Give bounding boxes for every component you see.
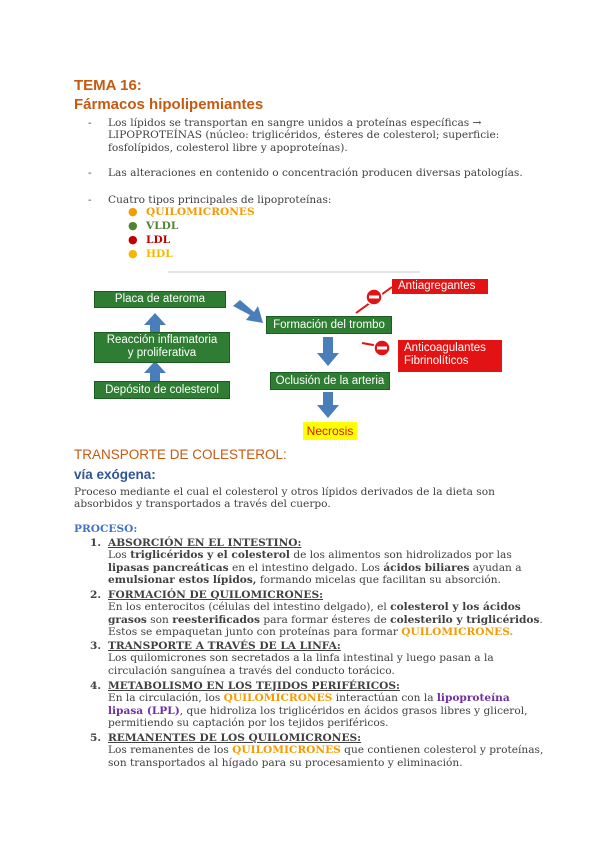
transport-description xyxy=(74,486,495,511)
box-oclusion-arteria: Oclusión de la arteria xyxy=(270,372,390,390)
inhibit-line xyxy=(362,343,390,348)
box-necrosis: Necrosis xyxy=(303,422,357,440)
process-heading: PROCESO: xyxy=(74,523,138,535)
step-3 xyxy=(90,640,548,677)
step-line: Los triglicéridos y el colesterol de los alimentos son hidrolizados por las xyxy=(108,549,512,562)
step-number: 5. xyxy=(90,732,102,744)
step-number: 3. xyxy=(90,640,102,652)
bullet-dot: ● xyxy=(128,205,138,218)
lipoprotein-label: LDL xyxy=(146,234,171,246)
box-text: Reacción inflamatoria xyxy=(106,334,218,346)
step-1 xyxy=(90,537,548,587)
box-placa-ateroma: Placa de ateroma xyxy=(94,291,226,308)
step-line: En la circulación, los QUILOMICRONES interactúan con la lipoproteína xyxy=(108,692,510,705)
subsection-heading: vía exógena: xyxy=(74,467,156,482)
lipoprotein-list xyxy=(128,205,255,262)
step-number: 1. xyxy=(90,537,102,549)
section-heading: TRANSPORTE DE COLESTEROL: xyxy=(74,447,287,462)
box-antiagregantes: Antiagregantes xyxy=(392,279,488,294)
bullet-text: Las alteraciones en contenido o concentración producen diversas patologías. xyxy=(108,167,523,179)
bullet-alterations xyxy=(88,167,523,179)
list-item xyxy=(128,233,255,248)
bullet-dash: - xyxy=(88,117,92,129)
step-heading: REMANENTES DE LOS QUILOMICRONES: xyxy=(108,732,362,744)
step-heading: METABOLISMO EN LOS TEJIDOS PERIFÉRICOS: xyxy=(108,680,400,692)
bullet-dash: - xyxy=(88,167,92,179)
arrow-up-icon xyxy=(144,361,166,381)
box-text: Fibrinolíticos xyxy=(404,355,469,367)
box-formacion-trombo: Formación del trombo xyxy=(266,316,392,334)
box-deposito-colesterol: Depósito de colesterol xyxy=(94,381,230,399)
bullet-dot: ● xyxy=(128,247,138,260)
box-text: Anticoagulantes xyxy=(404,342,486,354)
minus-icon xyxy=(366,289,382,305)
step-line: grasos son reesterificados para formar ésteres de colesterilo y triglicéridos. xyxy=(108,613,543,626)
step-4 xyxy=(90,680,548,730)
paragraph-line: absorbidos y transportados a través del cuerpo. xyxy=(74,498,331,511)
arrow-down-icon xyxy=(317,392,339,418)
list-item xyxy=(128,205,255,220)
step-line: lipasas pancreáticas en el intestino delgado. Los ácidos biliares ayudan a xyxy=(108,561,522,574)
bullet-text: fosfolípidos, colesterol libre y apoproteínas). xyxy=(108,141,348,154)
step-line: permitiendo su captación por los tejidos periféricos. xyxy=(108,717,389,730)
bullet-lipids xyxy=(88,117,500,154)
inhibit-line xyxy=(356,287,392,313)
bullet-types xyxy=(88,194,332,206)
minus-icon xyxy=(374,340,390,356)
arrow-down-icon xyxy=(317,337,339,366)
box-text: y proliferativa xyxy=(127,347,197,359)
bullet-dot: ● xyxy=(128,219,138,232)
page-title: Fármacos hipolipemiantes xyxy=(74,96,264,113)
bullet-text: Cuatro tipos principales de lipoproteínas: xyxy=(108,194,332,206)
arrow-up-icon xyxy=(144,313,166,333)
paragraph-line: Proceso mediante el cual el colesterol y otros lípidos derivados de la dieta son xyxy=(74,486,495,498)
step-number: 2. xyxy=(90,589,102,601)
step-5 xyxy=(90,732,548,769)
lipoprotein-label: QUILOMICRONES xyxy=(146,206,255,218)
arrow-diagonal-icon xyxy=(233,300,263,323)
step-line: son transportados al hígado para su procesamiento y eliminación. xyxy=(108,756,463,769)
topic-number: TEMA 16: xyxy=(74,77,142,94)
step-2 xyxy=(90,589,548,639)
step-line: En los enterocitos (células del intestino delgado), el colesterol y los ácidos xyxy=(108,601,521,614)
step-line: Los quilomicrones son secretados a la linfa intestinal y luego pasan a la xyxy=(108,652,494,665)
step-heading: TRANSPORTE A TRAVÉS DE LA LINFA: xyxy=(108,640,341,652)
step-line: circulación sanguínea a través del conducto torácico. xyxy=(108,664,395,677)
step-heading: FORMACIÓN DE QUILOMICRONES: xyxy=(108,589,323,601)
box-reaccion-inflamatoria xyxy=(94,332,230,363)
lipoprotein-label: HDL xyxy=(146,248,173,260)
step-number: 4. xyxy=(90,680,102,692)
bullet-dot: ● xyxy=(128,233,138,246)
list-item xyxy=(128,219,255,234)
step-line: emulsionar estos lípidos, formando micelas que facilitan su absorción. xyxy=(108,574,501,587)
list-item xyxy=(128,247,255,262)
step-line: lipasa (LPL), que hidroliza los triglicéridos en ácidos grasos libres y glicerol, xyxy=(108,704,528,717)
bullet-dash: - xyxy=(88,194,92,206)
box-anticoagulantes xyxy=(398,340,502,372)
bullet-text: Los lípidos se transportan en sangre unidos a proteínas específicas → xyxy=(108,117,482,129)
step-heading: ABSORCIÓN EN EL INTESTINO: xyxy=(108,537,302,549)
step-line: Estos se empaquetan junto con proteínas para formar QUILOMICRONES. xyxy=(108,626,514,639)
step-line: Los remanentes de los QUILOMICRONES que contienen colesterol y proteínas, xyxy=(108,744,544,757)
lipoprotein-label: VLDL xyxy=(146,220,179,232)
bullet-text: LIPOPROTEÍNAS (núcleo: triglicéridos, ésteres de colesterol; superficie: xyxy=(108,129,500,142)
